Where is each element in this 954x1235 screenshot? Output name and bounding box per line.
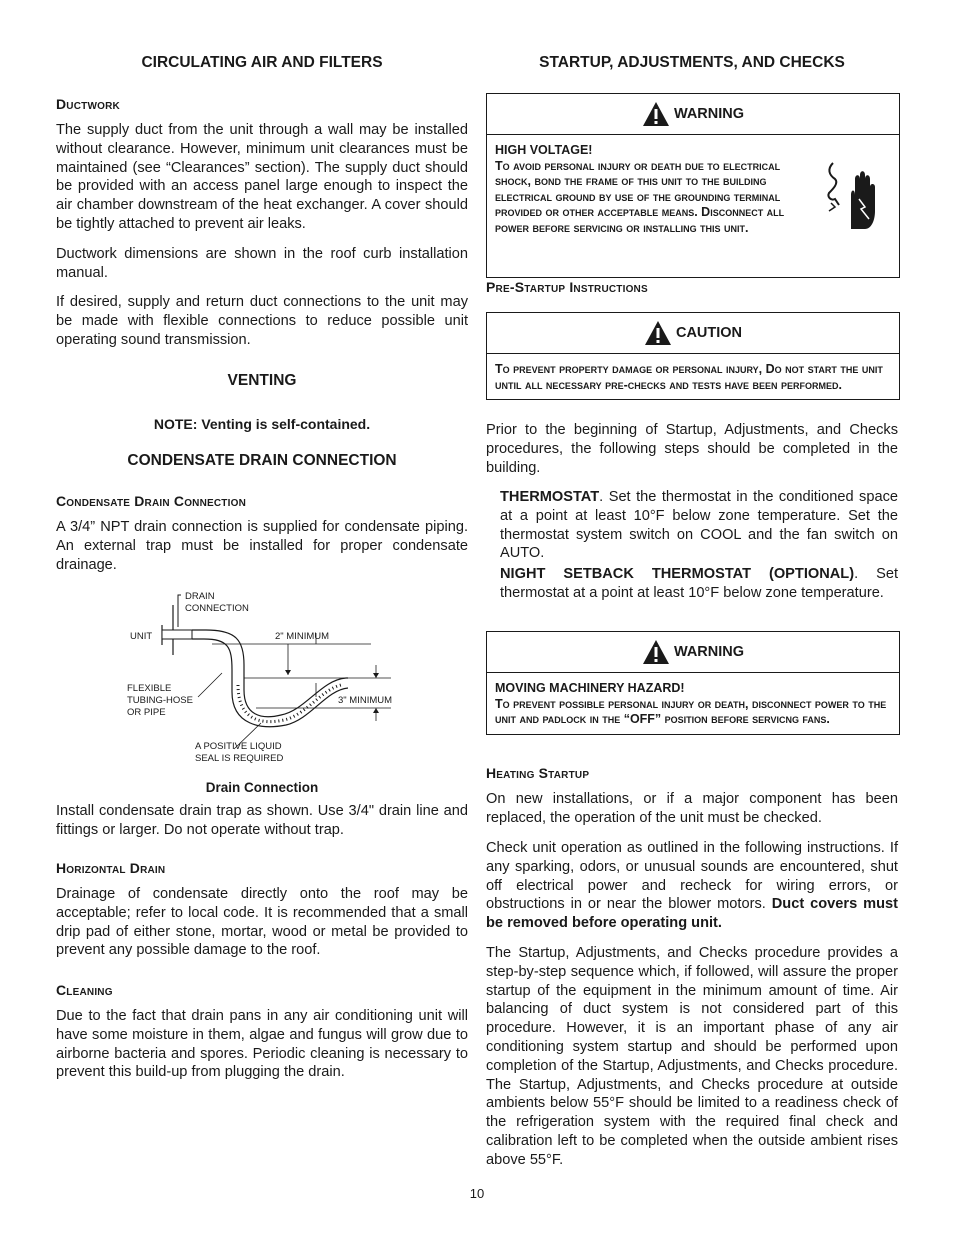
warning2-label: WARNING	[673, 644, 745, 660]
horizontal-paragraph: Drainage of condensate directly onto the roof may be acceptable; refer to local code. It is recommended that a small drip pad of either stone, mortar, wood or metal be provided to prevent any possible damage to the roof.	[56, 886, 468, 959]
venting-note: NOTE: Venting is self-contained.	[153, 416, 371, 432]
subheading-ductwork: Ductwork	[56, 96, 120, 112]
trap-inner	[192, 639, 348, 727]
setback-label: NIGHT SETBACK THERMOSTAT (OPTIONAL)	[500, 566, 855, 582]
figure-caption: Drain Connection	[205, 780, 319, 795]
liquid-seal	[238, 685, 341, 722]
prestartup-paragraph: Prior to the beginning of Startup, Adjustments, and Checks procedures, the following steps should be completed in the building.	[486, 422, 898, 476]
flex-pointer	[198, 673, 222, 697]
subheading-cleaning: Cleaning	[56, 982, 113, 998]
caution-box	[486, 312, 900, 400]
subheading-condensate-drain: Condensate Drain Connection	[56, 493, 246, 509]
condensate-paragraph-1: A 3/4” NPT drain connection is supplied for condensate piping. An external trap must be installed for proper condensate drainage.	[56, 519, 468, 573]
subheading-heating-startup: Heating Startup	[486, 765, 590, 781]
section-heading-condensate: CONDENSATE DRAIN CONNECTION	[127, 452, 397, 469]
warning-text: To avoid personal injury or death due to electrical shock, bond the frame of this unit to the building electrical ground by use of the grounding terminal provided or other acceptable means. Disconnect all power before servicing or installing this unit.	[495, 158, 785, 235]
warning-triangle-icon	[642, 101, 670, 127]
label-or-pipe: OR PIPE	[127, 707, 166, 718]
drain-connection-diagram	[116, 585, 416, 770]
warning-header	[487, 94, 899, 135]
warning-box-moving-machinery	[486, 631, 900, 735]
caution-body	[487, 354, 899, 399]
setback-step	[500, 565, 898, 603]
label-drain: DRAIN	[185, 591, 215, 602]
setback-text: . Set thermostat at a point at least 10°F below zone temperature.	[500, 566, 899, 601]
ductwork-paragraph-2: Ductwork dimensions are shown in the roof curb installation manual.	[56, 246, 468, 281]
subheading-pre-startup: Pre-Startup Instructions	[486, 279, 648, 295]
section-heading-venting: VENTING	[227, 372, 297, 389]
trap-outer	[192, 630, 348, 717]
cleaning-paragraph: Due to the fact that drain pans in any air conditioning unit will have some moisture in them, algae and fungus will grow due to airborne bacteria and spores. Periodic cleaning is necessary to prevent this build-up from plugging the drain.	[56, 1008, 468, 1081]
thermostat-text: . Set the thermostat in the conditioned space at a point at least 10°F below zone temperature. Set the thermostat system switch on COOL and the fan switch on AUTO.	[500, 489, 898, 562]
page-number: 10	[469, 1186, 485, 1201]
label-flexible: FLEXIBLE	[127, 683, 172, 694]
caution-triangle-icon	[644, 320, 672, 346]
warning-label: WARNING	[673, 106, 745, 122]
label-positive-liquid: A POSITIVE LIQUID	[195, 741, 282, 752]
warning2-body	[487, 673, 899, 734]
heating-paragraph-1: On new installations, or if a major component has been replaced, the operation of the unit must be checked.	[486, 791, 898, 826]
subheading-horizontal-drain: Horizontal Drain	[56, 860, 166, 876]
arrowhead-2	[373, 708, 379, 713]
ductwork-paragraph-1: The supply duct from the unit through a wall may be installed without clearance. However, minimum unit clearances must be maintained (see “Clearances” section). The supply duct should be provided with an access panel large enough to inspect the air chamber downstream of the heat exchanger. A cover should be tightly attached to prevent air leaks.	[56, 122, 468, 232]
condensate-paragraph-2: Install condensate drain trap as shown. Use 3/4" drain line and fittings or larger. Do not operate without trap.	[56, 803, 468, 838]
thermostat-step	[500, 488, 898, 563]
heating-paragraph-3: The Startup, Adjustments, and Checks procedure provides a step-by-step sequence which, if followed, will assure the proper startup of the equipment in the minimum amount of time. Air balancing of duct system is not considered part of this procedure. However, it is an important phase of any air conditioning system startup and should be performed upon completion of the Startup, Adjustments, and Checks procedure. The Startup, Adjustments, and Checks procedure at outside ambients below 55°F should be limited to a readiness check of the refrigeration system with the required final check and calibration left to be completed when the outside ambient rises above 55°F.	[486, 945, 898, 1168]
warning2-text: To prevent possible personal injury or death, disconnect power to the unit and padlock in the “OFF” position before servicng fans.	[495, 696, 887, 726]
caution-text: To prevent property damage or personal injury, Do not start the unit until all necessary pre-checks and tests have been performed.	[495, 362, 883, 392]
drain-pointer	[178, 595, 181, 627]
warning2-header	[487, 632, 899, 673]
label-connection: CONNECTION	[185, 603, 249, 614]
section-heading-circulating-air: CIRCULATING AIR AND FILTERS	[141, 54, 383, 71]
arrowhead-1	[373, 673, 379, 678]
heating-paragraph-2	[486, 839, 898, 933]
arrowhead-3	[285, 670, 291, 675]
electric-shock-hand-icon	[825, 159, 885, 233]
warning-title: HIGH VOLTAGE!	[495, 143, 593, 157]
caution-label: CAUTION	[675, 325, 743, 341]
thermostat-label: THERMOSTAT	[500, 489, 600, 505]
heating-paragraph-2-bold: Duct covers must be removed before operating unit.	[486, 896, 899, 932]
section-heading-startup: STARTUP, ADJUSTMENTS, AND CHECKS	[539, 54, 845, 71]
caution-header	[487, 313, 899, 354]
heating-paragraph-2-text: Check unit operation as outlined in the following instructions. If any sparking, odors, or unusual sounds are encountered, shut off electrical power and recheck for wiring errors, or obstructions in or near the blower motors.	[486, 840, 898, 913]
label-3-minimum: 3" MINIMUM	[338, 695, 393, 706]
label-2-minimum: 2" MINIMUM	[275, 631, 330, 642]
label-tubing-hose: TUBING-HOSE	[127, 695, 193, 706]
label-unit: UNIT	[130, 631, 153, 642]
warning2-title: MOVING MACHINERY HAZARD!	[495, 681, 685, 695]
warning2-triangle-icon	[642, 639, 670, 665]
ductwork-paragraph-3: If desired, supply and return duct connections to the unit may be made with flexible connections to reduce possible unit operating sound transmission.	[56, 294, 468, 348]
label-seal-required: SEAL IS REQUIRED	[195, 753, 284, 764]
warning-body	[487, 135, 899, 277]
warning-box-high-voltage	[486, 93, 900, 278]
drain-stub	[162, 630, 192, 639]
